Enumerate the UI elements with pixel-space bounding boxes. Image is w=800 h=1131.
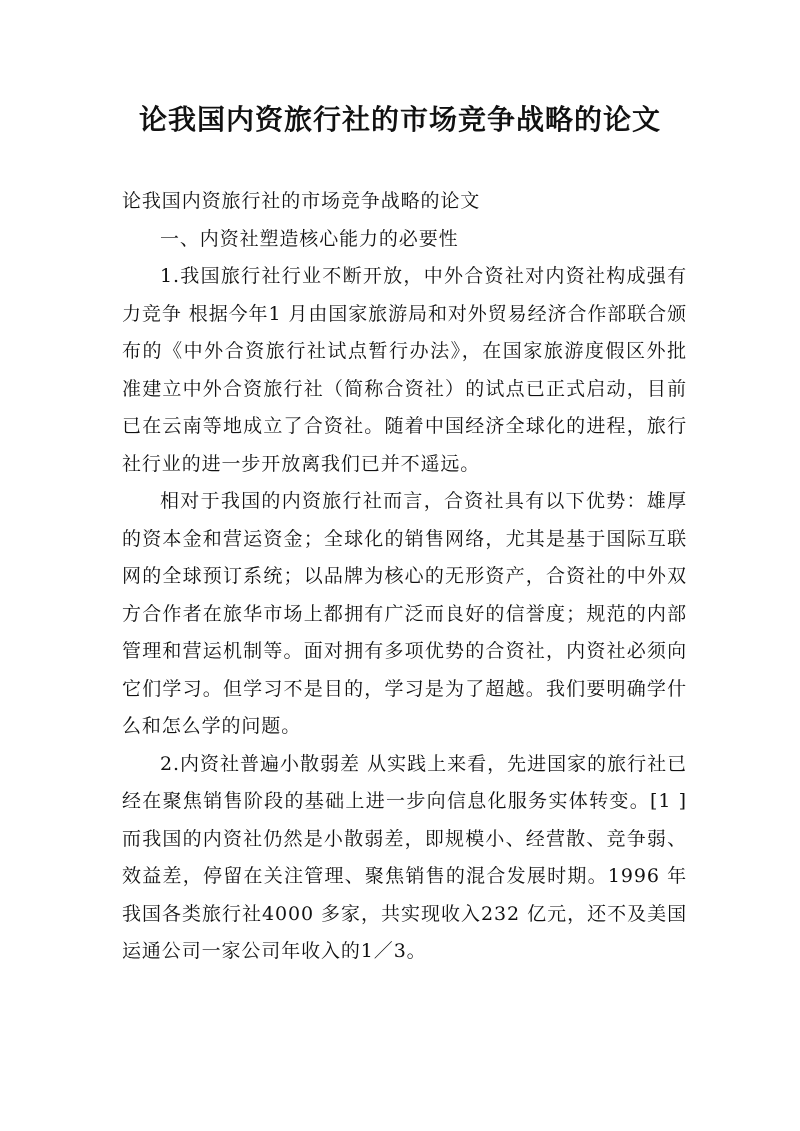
- document-body: [122, 183, 687, 971]
- section-heading: 一、内资社塑造核心能力的必要性: [160, 227, 459, 250]
- paragraph-2: 相对于我国的内资旅行社而言，合资社具有以下优势：雄厚的资本金和营运资金；全球化的销售网络，尤其是基于国际互联网的全球预订系统；以品牌为核心的无形资产，合资社的中外双方合作者在旅华市场上都拥有广泛而良好的信誉度；规范的内部管理和营运机制等。面对拥有多项优势的合资社，内资社必须向它们学习。但学习不是目的，学习是为了超越。我们要明确学什么和怎么学的问题。: [122, 490, 687, 737]
- document-title: 论我国内资旅行社的市场竞争战略的论文: [138, 103, 661, 136]
- paragraph-1: 1.我国旅行社行业不断开放，中外合资社对内资社构成强有力竞争 根据今年1 月由国家旅游局和对外贸易经济合作部联合颁布的《中外合资旅行社试点暂行办法》，在国家旅游度假区外批准建立中外合资旅行社（简称合资社）的试点已正式启动，目前已在云南等地成立了合资社。随着中国经济全球化的进程，旅行社行业的进一步开放离我们已并不遥远。: [122, 265, 687, 475]
- paragraph-heading-repeat: 论我国内资旅行社的市场竞争战略的论文: [122, 190, 481, 212]
- paragraph-3: 2.内资社普遍小散弱差 从实践上来看，先进国家的旅行社已经在聚焦销售阶段的基础上进一步向信息化服务实体转变。[1 ]而我国的内资社仍然是小散弱差，即规模小、经营散、竞争弱、效益差，停留在关注管理、聚焦销售的混合发展时期。1996 年我国各类旅行社4000 多家，共实现收入232 亿元，还不及美国运通公司一家公司年收入的1／3。: [122, 752, 687, 962]
